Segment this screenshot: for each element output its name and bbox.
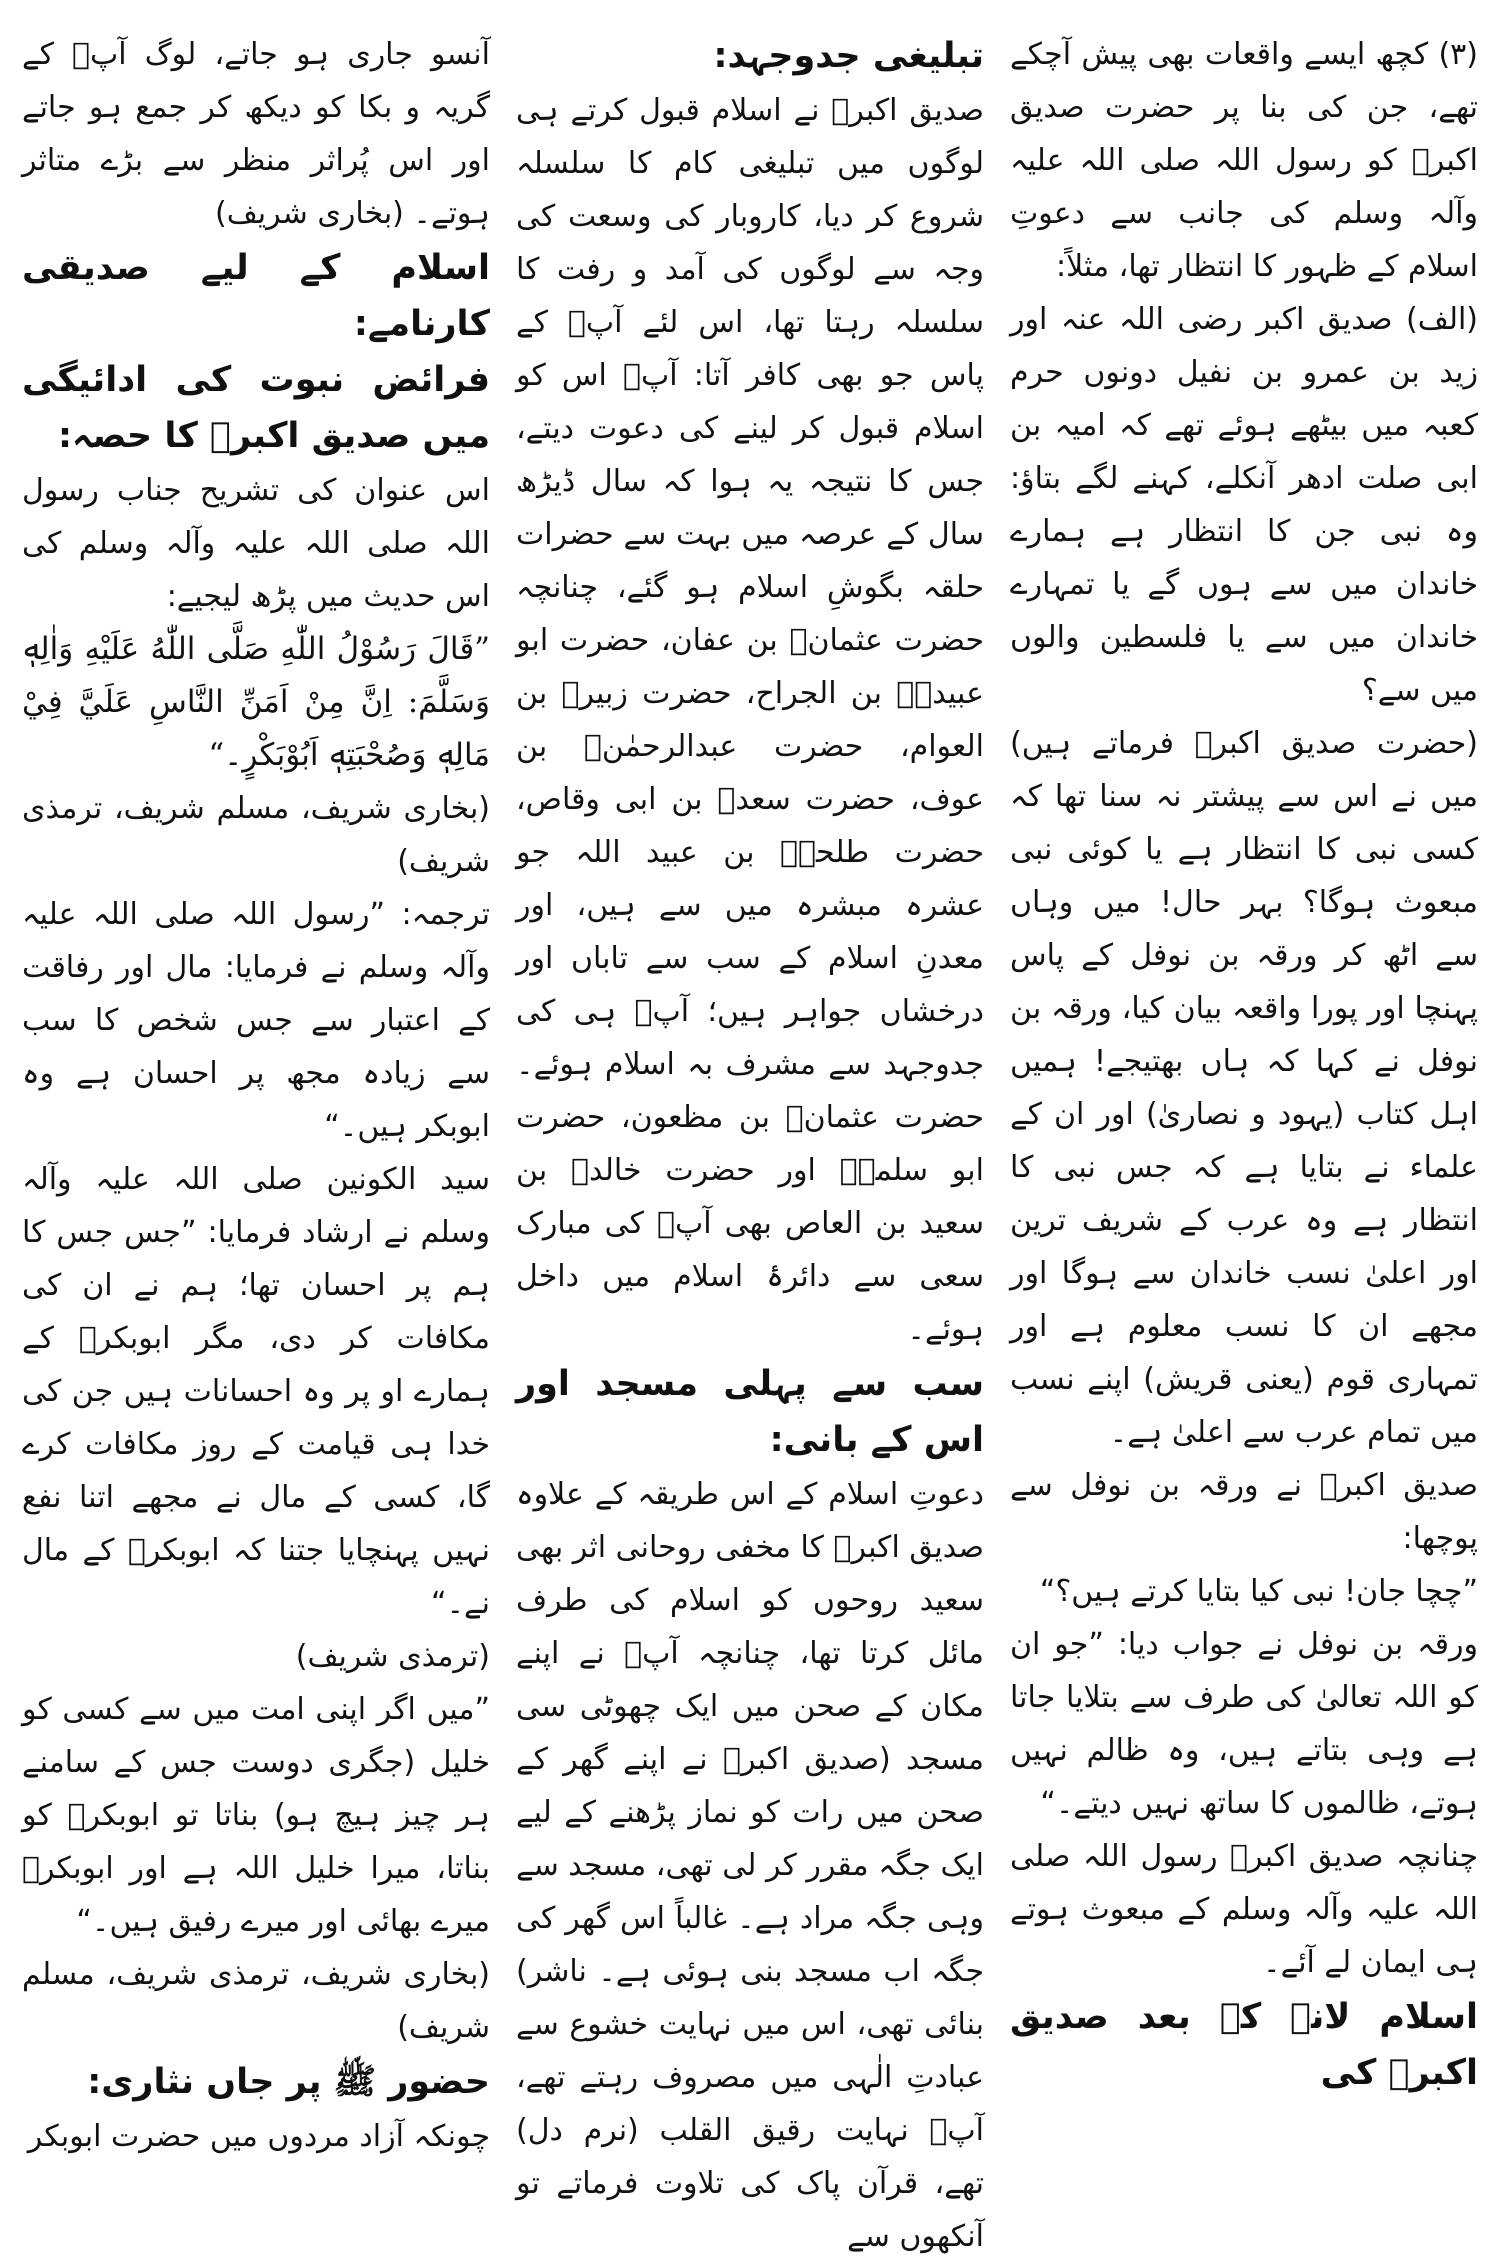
- paragraph: ترجمہ: ”رسول اللہ صلی اللہ علیہ وآلہ وسلم نے فرمایا: مال اور رفاقت کے اعتبار سے جس شخص کا سب سے زیادہ مجھ پر احسان ہے وہ ابوبکر ہیں۔“: [22, 897, 490, 1144]
- citation: (بخاری شریف، مسلم شریف، ترمذی شریف): [22, 791, 490, 879]
- quote: ”چچا جان! نبی کیا بتایا کرتے ہیں؟“: [1039, 1574, 1478, 1609]
- column-right: [1010, 28, 1478, 2180]
- section-heading: سب سے پہلی مسجد اور اس کے بانی:: [516, 1364, 984, 1460]
- citation: (ترمذی شریف): [295, 1639, 490, 1674]
- paragraph: چونکہ آزاد مردوں میں حضرت ابوبکر: [27, 2119, 490, 2154]
- section-heading: حضور ﷺ پر جاں نثاری:: [87, 2062, 490, 2102]
- paragraph: آنسو جاری ہو جاتے، لوگ آپؓ کے گریہ و بکا کو دیکھ کر جمع ہو جاتے اور اس پُراثر منظر سے بڑے متاثر ہوتے۔ (بخاری شریف): [22, 37, 490, 231]
- arabic-hadith: ”قَالَ رَسُوْلُ اللّٰهِ صَلَّى اللّٰهُ عَلَيْهِ وَاٰلِهٖ وَسَلَّمَ: اِنَّ مِنْ اَمَنِّ النَّاسِ عَلَيَّ فِيْ مَالِهٖ وَصُحْبَتِهٖ اَبُوْبَكْرٍ۔“: [22, 631, 490, 773]
- paragraph-emphasis: اسلام لانے کے بعد صدیق اکبرؓ کی: [1010, 1997, 1478, 2093]
- paragraph: صدیق اکبرؓ نے ورقہ بن نوفل سے پوچھا:: [1010, 1468, 1478, 1556]
- paragraph: دعوتِ اسلام کے اس طریقہ کے علاوہ صدیق اکبرؓ کا مخفی روحانی اثر بھی سعید روحوں کو اسلام کی طرف مائل کرتا تھا، چنانچہ آپؓ نے اپنے مکان کے صحن میں ایک چھوٹی سی مسجد (صدیق اکبرؓ نے اپنے گھر کے صحن میں رات کو نماز پڑھنے کے لیے ایک جگہ مقرر کر لی تھی، مسجد سے وہی جگہ مراد ہے۔ غالباً اس گھر کی جگہ اب مسجد بنی ہوئی ہے۔ ناشر) بنائی تھی، اس میں نہایت خشوع سے عبادتِ الٰہی میں مصروف رہتے تھے، آپؓ نہایت رقیق القلب (نرم دل) تھے، قرآن پاک کی تلاوت فرماتے تو آنکھوں سے: [516, 1477, 984, 2254]
- paragraph: سید الکونین صلی اللہ علیہ وآلہ وسلم نے ارشاد فرمایا: ”جس جس کا ہم پر احسان تھا؛ ہم نے ان کی مکافات کر دی، مگر ابوبکرؓ کے ہمارے او پر وہ احسانات ہیں جن کی خدا ہی قیامت کے روز مکافات کرے گا، کسی کے مال نے مجھے اتنا نفع نہیں پہنچایا جتنا کہ ابوبکرؓ کے مال نے۔“: [22, 1162, 490, 1621]
- section-heading: تبلیغی جدوجہد:: [713, 36, 984, 76]
- paragraph: چنانچہ صدیق اکبرؓ رسول اللہ صلی اللہ علیہ وآلہ وسلم کے مبعوث ہوتے ہی ایمان لے آئے۔: [1010, 1839, 1478, 1980]
- paragraph: (۳) کچھ ایسے واقعات بھی پیش آچکے تھے، جن کی بنا پر حضرت صدیق اکبرؓ کو رسول اللہ صلی اللہ علیہ وآلہ وسلم کی جانب سے دعوتِ اسلام کے ظہور کا انتظار تھا، مثلاً:: [1010, 37, 1478, 284]
- paragraph: اس عنوان کی تشریح جناب رسول اللہ صلی اللہ علیہ وآلہ وسلم کی اس حدیث میں پڑھ لیجیے:: [22, 473, 490, 614]
- section-heading: اسلام کے لیے صدیقی کارنامے:: [22, 248, 490, 344]
- column-middle: [516, 28, 984, 2254]
- paragraph: (حضرت صدیق اکبرؓ فرماتے ہیں) میں نے اس سے پیشتر نہ سنا تھا کہ کسی نبی کا انتظار ہے یا کوئی نبی مبعوث ہوگا؟ بہر حال! میں وہاں سے اٹھ کر ورقہ بن نوفل کے پاس پہنچا اور پورا واقعہ بیان کیا، ورقہ بن نوفل نے کہا کہ ہاں بھتیجے! ہمیں اہل کتاب (یہود و نصاریٰ) اور ان کے علماء نے بتایا ہے کہ جس نبی کا انتظار ہے وہ عرب کے شریف ترین اور اعلیٰ نسب خاندان سے ہوگا اور مجھے ان کا نسب معلوم ہے اور تمہاری قوم (یعنی قریش) اپنے نسب میں تمام عرب سے اعلیٰ ہے۔: [1010, 726, 1478, 1450]
- citation: (بخاری شریف، ترمذی شریف، مسلم شریف): [22, 1957, 490, 2045]
- paragraph: (الف) صدیق اکبر رضی اللہ عنہ اور زید بن عمرو بن نفیل دونوں حرم کعبہ میں بیٹھے ہوئے تھے کہ امیہ بن ابی صلت ادھر آنکلے، کہنے لگے بتاؤ: وہ نبی جن کا انتظار ہے ہمارے خاندان میں سے ہوں گے یا تمہارے خاندان میں سے یا فلسطین والوں میں سے؟: [1010, 302, 1478, 708]
- paragraph: ”میں اگر اپنی امت میں سے کسی کو خلیل (جگری دوست جس کے سامنے ہر چیز ہیچ ہو) بناتا تو ابوبکرؓ کو بناتا، میرا خلیل اللہ ہے اور ابوبکرؓ میرے بھائی اور میرے رفیق ہیں۔“: [22, 1692, 490, 1939]
- paragraph: صدیق اکبرؓ نے اسلام قبول کرتے ہی لوگوں میں تبلیغی کام کا سلسلہ شروع کر دیا، کاروبار کی وسعت کی وجہ سے لوگوں کی آمد و رفت کا سلسلہ رہتا تھا، اس لئے آپؓ کے پاس جو بھی کافر آتا: آپؓ اس کو اسلام قبول کر لینے کی دعوت دیتے، جس کا نتیجہ یہ ہوا کہ سال ڈیڑھ سال کے عرصہ میں بہت سے حضرات حلقہ بگوشِ اسلام ہو گئے، چنانچہ حضرت عثمانؓ بن عفان، حضرت ابو عبیدہؓ بن الجراح، حضرت زبیرؓ بن العوام، حضرت عبدالرحمٰنؓ بن عوف، حضرت سعدؓ بن ابی وقاص، حضرت طلحہؓ بن عبید اللہ جو عشرہ مبشرہ میں سے ہیں، اور معدنِ اسلام کے سب سے تاباں اور درخشاں جواہر ہیں؛ آپؓ ہی کی جدوجہد سے مشرف بہ اسلام ہوئے۔ حضرت عثمانؓ بن مظعون، حضرت ابو سلمہؓ اور حضرت خالدؓ بن سعید بن العاص بھی آپؓ کی مبارک سعی سے دائرۂ اسلام میں داخل ہوئے۔: [516, 93, 984, 1347]
- paragraph: ورقہ بن نوفل نے جواب دیا: ”جو ان کو اللہ تعالیٰ کی طرف سے بتلایا جاتا ہے وہی بتاتے ہیں، وہ ظالم نہیں ہوتے، ظالموں کا ساتھ نہیں دیتے۔“: [1010, 1627, 1478, 1821]
- section-heading: فرائض نبوت کی ادائیگی میں صدیق اکبرؓ کا حصہ:: [22, 360, 490, 456]
- column-left: [22, 28, 490, 2180]
